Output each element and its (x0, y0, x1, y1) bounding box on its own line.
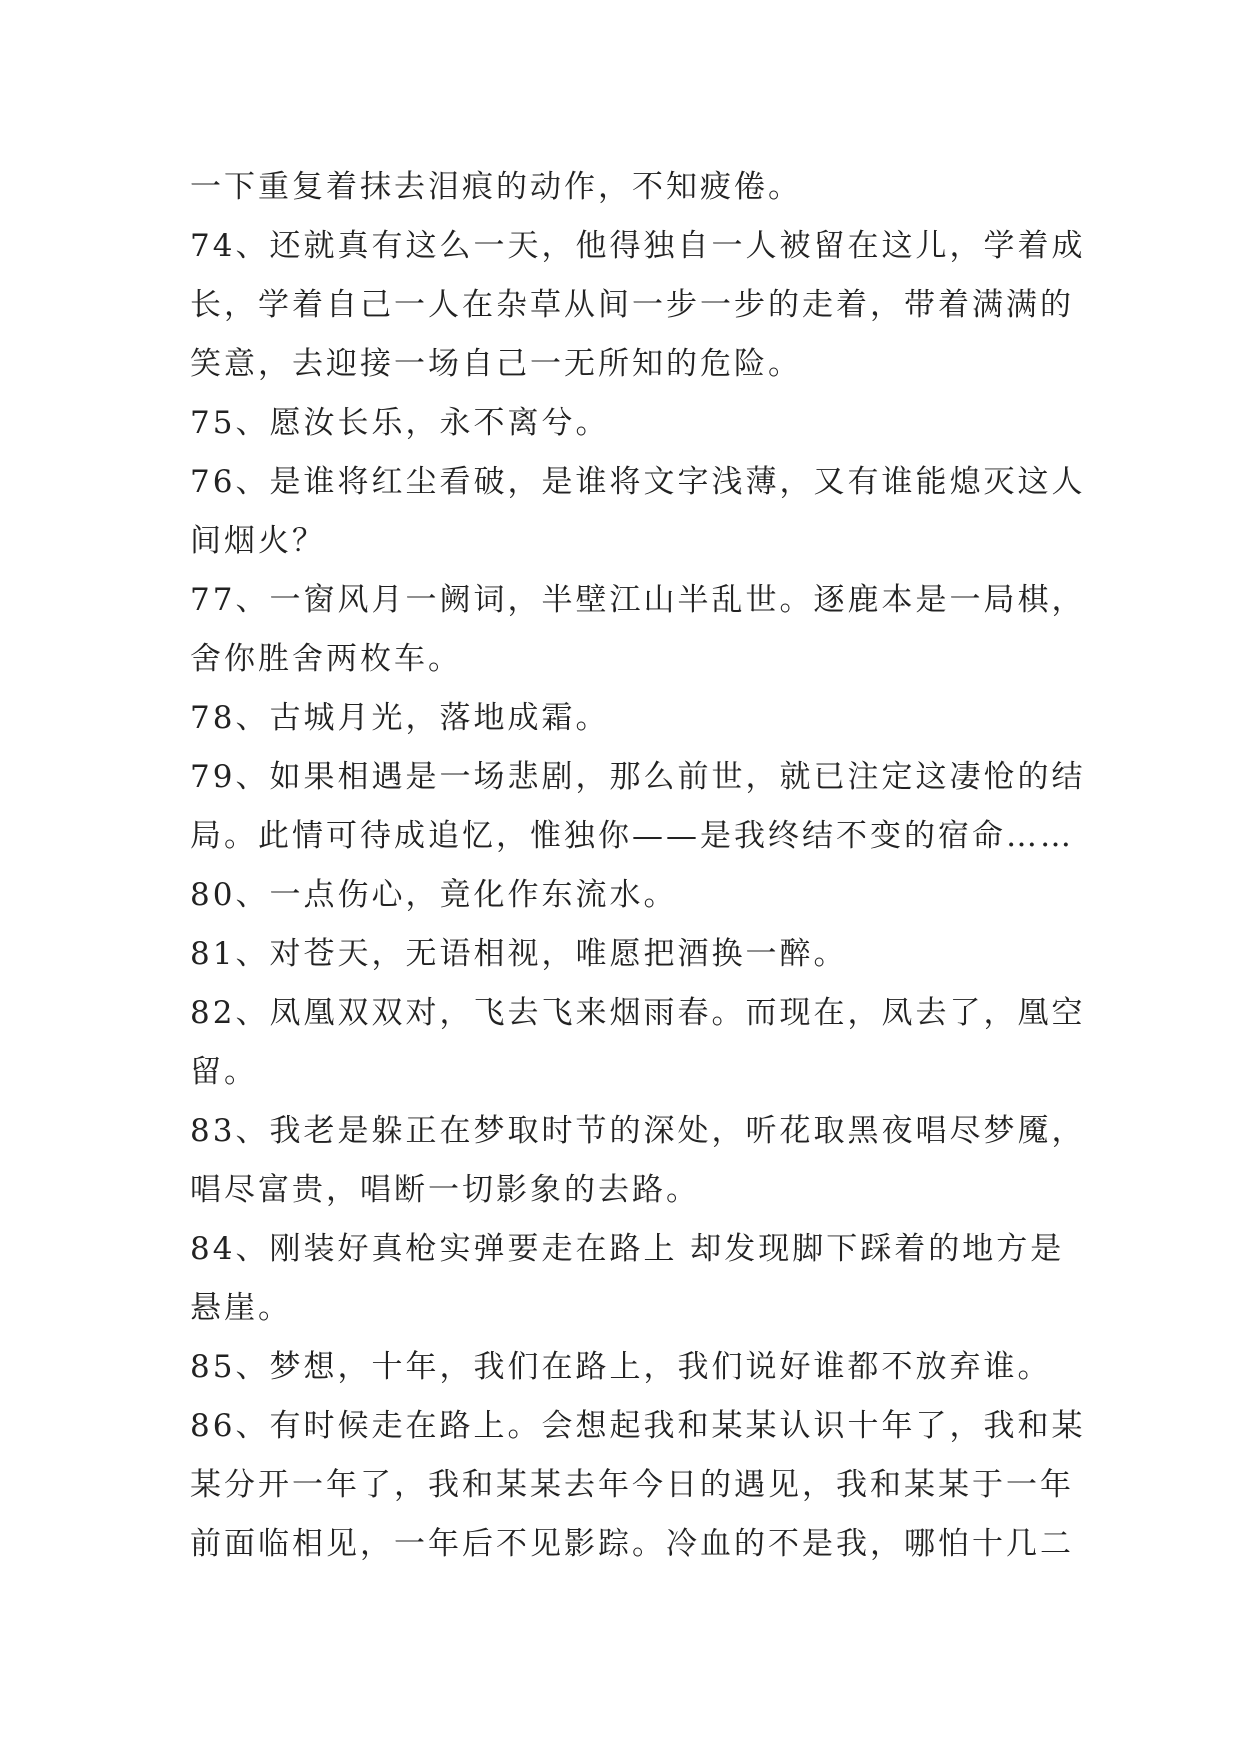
text-line: 前面临相见，一年后不见影踪。冷血的不是我，哪怕十几二 (190, 1526, 1074, 1562)
text-line: 局。此情可待成追忆，惟独你——是我终结不变的宿命…… (190, 818, 1074, 854)
text-line: 76、是谁将红尘看破，是谁将文字浅薄，又有谁能熄灭这人 (190, 464, 1086, 500)
text-line: 75、愿汝长乐，永不离兮。 (190, 405, 610, 441)
text-line: 80、一点伤心，竟化作东流水。 (190, 877, 678, 913)
text-line: 长，学着自己一人在杂草从间一步一步的走着，带着满满的 (190, 287, 1074, 323)
text-line: 79、如果相遇是一场悲剧，那么前世，就已注定这凄怆的结 (190, 759, 1086, 795)
text-line: 85、梦想，十年，我们在路上，我们说好谁都不放弃谁。 (190, 1349, 1052, 1385)
text-line: 86、有时候走在路上。会想起我和某某认识十年了，我和某 (190, 1408, 1086, 1444)
text-line: 笑意，去迎接一场自己一无所知的危险。 (190, 346, 802, 382)
text-line: 77、一窗风月一阙词，半壁江山半乱世。逐鹿本是一局棋， (190, 582, 1086, 618)
text-line: 留。 (190, 1054, 258, 1090)
text-line: 78、古城月光，落地成霜。 (190, 700, 610, 736)
text-line: 74、还就真有这么一天，他得独自一人被留在这儿，学着成 (190, 228, 1086, 264)
text-line: 间烟火？ (190, 523, 326, 559)
text-line: 83、我老是躲正在梦取时节的深处，听花取黑夜唱尽梦魇， (190, 1113, 1086, 1149)
document-body (190, 158, 1086, 1574)
text-line: 一下重复着抹去泪痕的动作，不知疲倦。 (190, 169, 802, 205)
text-line: 唱尽富贵，唱断一切影象的去路。 (190, 1172, 700, 1208)
text-line: 82、凤凰双双对，飞去飞来烟雨春。而现在，凤去了，凰空 (190, 995, 1086, 1031)
text-line: 某分开一年了，我和某某去年今日的遇见，我和某某于一年 (190, 1467, 1074, 1503)
text-line: 84、刚装好真枪实弹要走在路上 却发现脚下踩着的地方是 (190, 1231, 1065, 1267)
text-line: 81、对苍天，无语相视，唯愿把酒换一醉。 (190, 936, 848, 972)
text-line: 舍你胜舍两枚车。 (190, 641, 462, 677)
text-line: 悬崖。 (190, 1290, 292, 1326)
